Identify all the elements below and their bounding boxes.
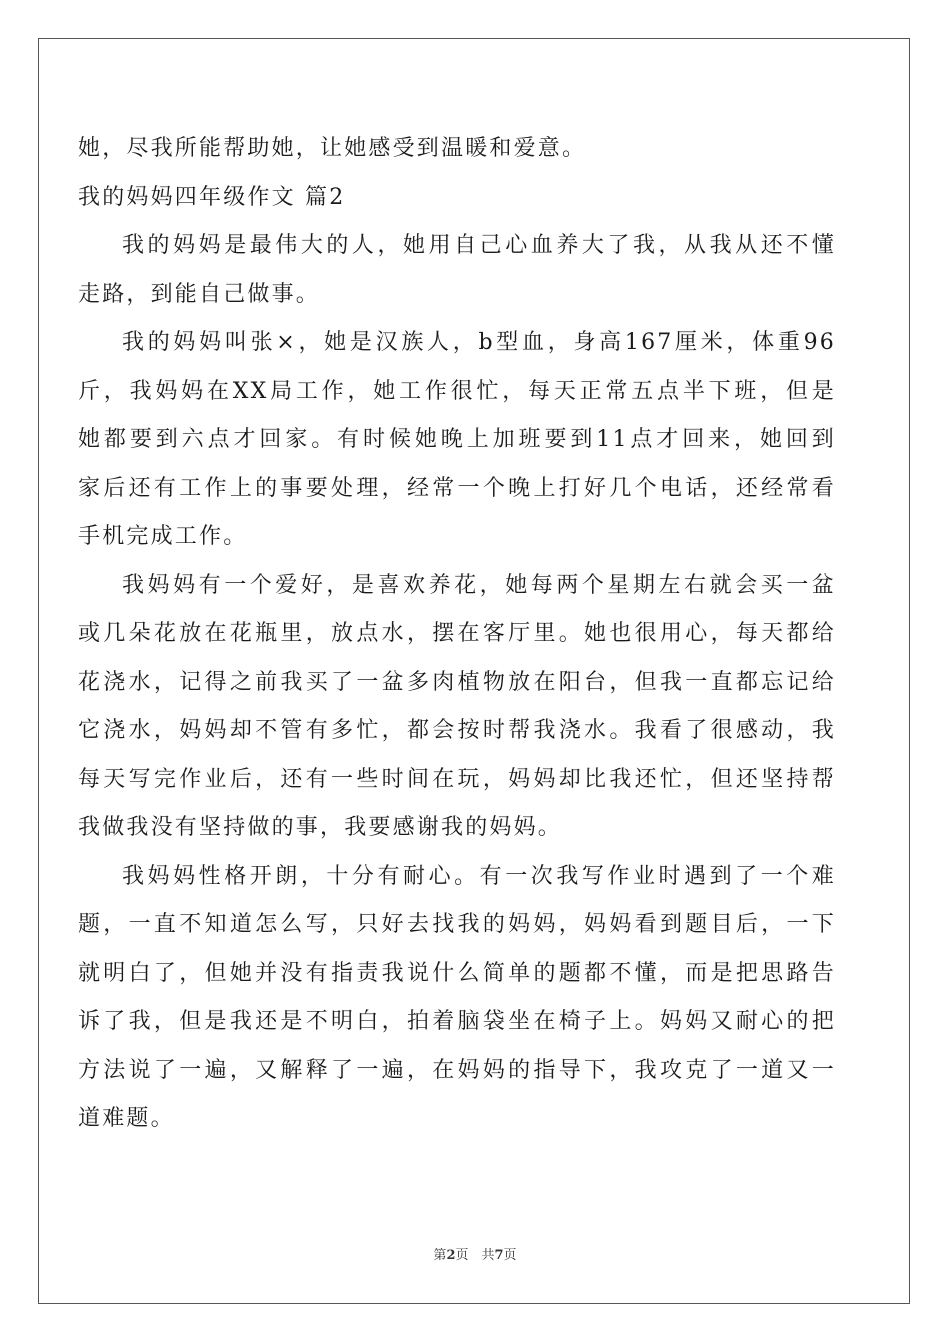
text-line: 走路，到能自己做事。 [78,281,321,307]
text-line: 每天写完作业后，还有一些时间在玩，妈妈却比我还忙，但还坚持帮 [78,766,836,792]
document-body [78,125,836,1144]
text-line: 她都要到六点才回家。有时候她晚上加班要到11点才回来，她回到 [78,427,836,452]
text-line: 家后还有工作上的事要处理，经常一个晚上打好几个电话，还经常看 [78,475,836,501]
text-line: 我的妈妈叫张×，她是汉族人，b型血，身高167厘米，体重96 [122,330,836,355]
footer-suffix: 页 [503,1248,517,1263]
text-line: 诉了我，但是我还是不明白，拍着脑袋坐在椅子上。妈妈又耐心的把 [78,1009,836,1034]
text-line: 道难题。 [78,1106,175,1131]
footer-total-pages: 7 [494,1248,504,1263]
text-line: 方法说了一遍，又解释了一遍，在妈妈的指导下，我攻克了一道又一 [78,1057,836,1083]
footer-prefix: 第 [433,1248,447,1263]
text-line: 我的妈妈是最伟大的人，她用自己心血养大了我，从我从还不懂 [122,233,836,258]
text-line: 我妈妈有一个爱好，是喜欢养花，她每两个星期左右就会买一盆 [122,572,836,598]
text-line: 或几朵花放在花瓶里，放点水，摆在客厅里。她也很用心，每天都给 [78,621,836,646]
text-line: 它浇水，妈妈却不管有多忙，都会按时帮我浇水。我看了很感动，我 [78,718,836,743]
text-line: 手机完成工作。 [78,524,248,549]
footer-mid: 页 共 [455,1248,495,1263]
text-line: 我妈妈性格开朗，十分有耐心。有一次我写作业时遇到了一个难 [122,863,836,889]
text-line: 我的妈妈四年级作文 篇2 [78,184,346,210]
text-line: 花浇水，记得之前我买了一盆多肉植物放在阳台，但我一直都忘记给 [78,669,836,695]
text-line: 就明白了，但她并没有指责我说什么简单的题都不懂，而是把思路告 [78,960,836,986]
text-line: 斤，我妈妈在XX局工作，她工作很忙，每天正常五点半下班，但是 [78,378,836,404]
footer-page-number: 2 [446,1248,456,1263]
text-line: 我做我没有坚持做的事，我要感谢我的妈妈。 [78,815,563,840]
text-line: 她，尽我所能帮助她，让她感受到温暖和爱意。 [78,136,587,161]
text-line: 题，一直不知道怎么写，只好去找我的妈妈，妈妈看到题目后，一下 [78,912,836,937]
page-footer [0,1248,950,1264]
